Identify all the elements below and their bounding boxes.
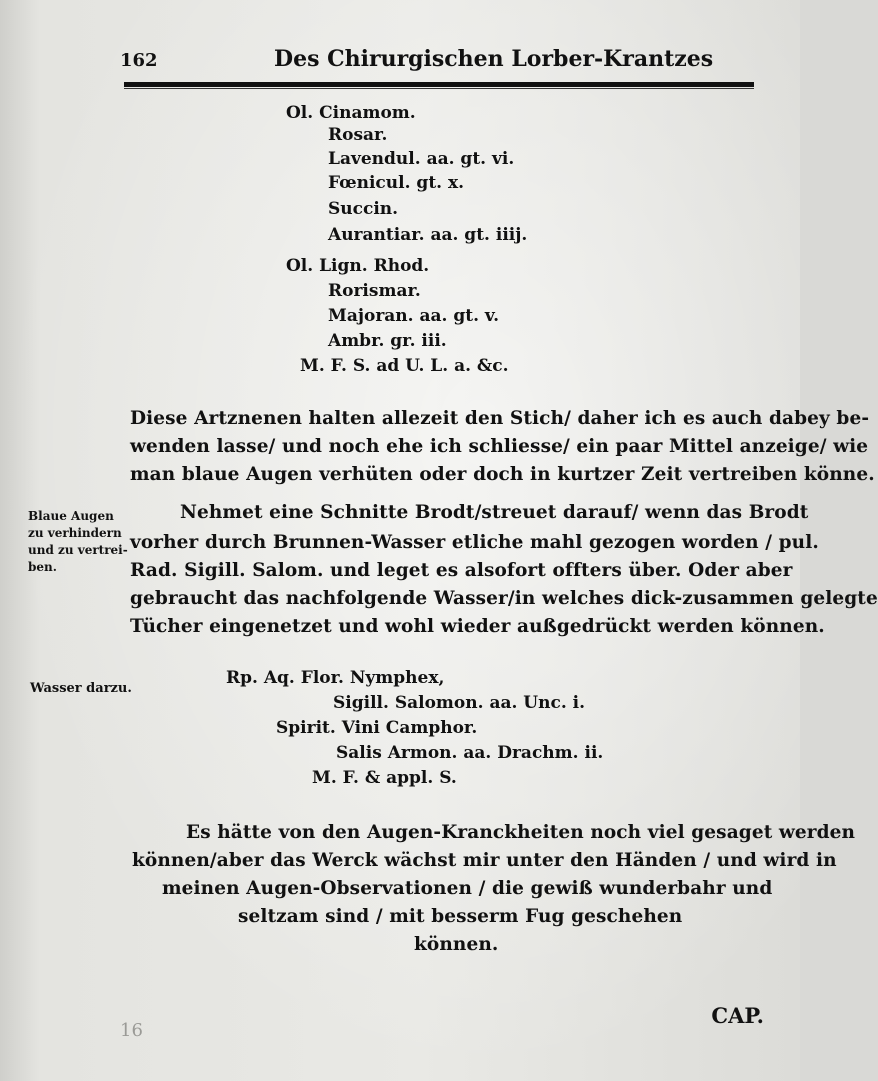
- text-line: Es hätte von den Augen-Kranckheiten noch viel gesaget werden: [186, 822, 856, 843]
- recipe-line: Ol. Lign. Rhod.: [286, 256, 430, 276]
- recipe-line: Rosar.: [328, 125, 388, 145]
- recipe-line: Spirit. Vini Camphor.: [276, 718, 478, 738]
- text-line: können/aber das Werck wächst mir unter den Händen / und wird in: [132, 850, 837, 871]
- text-line: vorher durch Brunnen-Wasser etliche mahl gezogen worden / pul.: [130, 532, 819, 553]
- page-number: 162: [120, 50, 158, 71]
- catchword: CAP.: [711, 1003, 764, 1028]
- recipe-line: M. F. S. ad U. L. a. &c.: [300, 356, 509, 376]
- text-line: meinen Augen-Observationen / die gewiß wunderbahr und: [162, 878, 773, 899]
- recipe-line: Succin.: [328, 199, 399, 219]
- margin-note-line: zu verhindern: [28, 526, 122, 540]
- text-line: Diese Artznenen halten allezeit den Stich/ daher ich es auch dabey be-: [130, 408, 870, 429]
- text-line: Tücher eingenetzet und wohl wieder außgedrückt werden können.: [130, 616, 825, 637]
- running-head: Des Chirurgischen Lorber-Krantzes: [274, 46, 714, 72]
- margin-note-blue-eyes: [28, 508, 128, 576]
- margin-note-line: ben.: [28, 560, 57, 574]
- text-line: wenden lasse/ und noch ehe ich schliesse/ ein paar Mittel anzeige/ wie: [130, 436, 869, 457]
- margin-note-water: Wasser darzu.: [30, 681, 132, 696]
- recipe-line: Ol. Cinamom.: [286, 103, 416, 123]
- recipe-line: Majoran. aa. gt. v.: [328, 306, 500, 326]
- recipe-line: Salis Armon. aa. Drachm. ii.: [336, 743, 604, 763]
- text-line: seltzam sind / mit besserm Fug geschehen: [238, 906, 683, 927]
- text-line: man blaue Augen verhüten oder doch in kurtzer Zeit vertreiben könne.: [130, 464, 875, 485]
- recipe-line: Ambr. gr. iii.: [328, 331, 447, 351]
- header-rule-thin: [124, 88, 754, 89]
- text-line: Rad. Sigill. Salom. und leget es alsofort offters über. Oder aber: [130, 560, 793, 581]
- text-line: gebraucht das nachfolgende Wasser/in welches dick-zusammen gelegte: [130, 588, 878, 609]
- faint-mark: 16: [120, 1020, 143, 1041]
- recipe-line: Fœnicul. gt. x.: [328, 173, 465, 193]
- recipe-line: M. F. & appl. S.: [312, 768, 457, 788]
- recipe-line: Rp. Aq. Flor. Nymphex,: [226, 668, 445, 688]
- margin-note-line: und zu vertrei-: [28, 543, 128, 557]
- recipe-line: Aurantiar. aa. gt. iiij.: [328, 225, 528, 245]
- recipe-line: Rorismar.: [328, 281, 421, 301]
- text-line: können.: [414, 934, 499, 955]
- recipe-line: Lavendul. aa. gt. vi.: [328, 149, 515, 169]
- recipe-line: Sigill. Salomon. aa. Unc. i.: [333, 693, 586, 713]
- header-rule: [124, 82, 754, 87]
- text-line: Nehmet eine Schnitte Brodt/streuet darauf/ wenn das Brodt: [180, 502, 809, 523]
- margin-note-line: Blaue Augen: [28, 509, 114, 523]
